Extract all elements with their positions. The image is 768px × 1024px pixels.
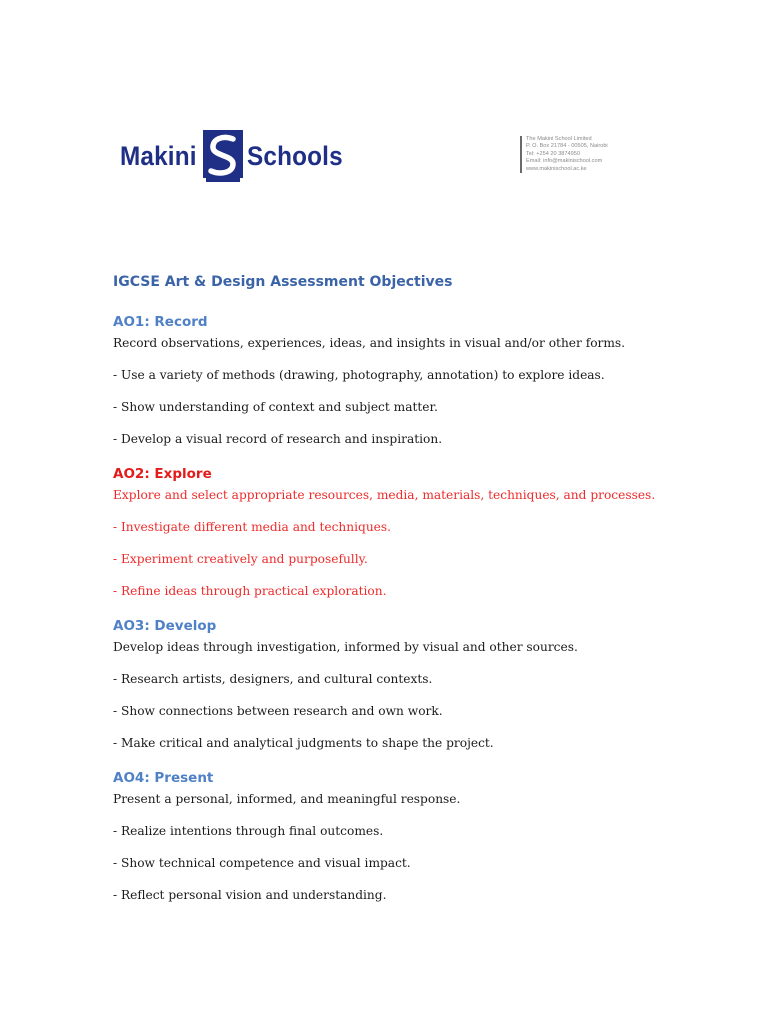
bullet-item: - Reflect personal vision and understanding. xyxy=(113,888,387,902)
section-heading: AO3: Develop xyxy=(113,618,217,634)
section-ao4-present xyxy=(113,767,733,905)
bullet-item: - Make critical and analytical judgments to shape the project. xyxy=(113,736,494,750)
logo-word-makini: Makini xyxy=(120,140,197,171)
logo-word-schools: Schools xyxy=(247,140,344,171)
bullet-item: - Experiment creatively and purposefully. xyxy=(113,552,368,566)
address-line: The Makini School Limited xyxy=(526,136,592,142)
bullet-item: - Investigate different media and techniques. xyxy=(113,520,392,534)
section-ao1-record xyxy=(113,311,733,449)
section-intro: Record observations, experiences, ideas, and insights in visual and/or other forms. xyxy=(113,336,626,350)
address-line: Email: info@makinischool.com xyxy=(526,158,603,165)
section-intro: Present a personal, informed, and meaningful response. xyxy=(113,792,461,806)
bullet-item: - Show technical competence and visual impact. xyxy=(113,856,411,870)
bullet-item: - Use a variety of methods (drawing, photography, annotation) to explore ideas. xyxy=(113,368,605,382)
section-ao3-develop xyxy=(113,615,733,753)
section-ao2-explore xyxy=(113,463,733,601)
section-heading: AO4: Present xyxy=(113,770,214,786)
section-heading: AO1: Record xyxy=(113,314,208,330)
address-line: P. O. Box 21784 - 00505, Nairobi xyxy=(526,143,608,150)
section-heading: AO2: Explore xyxy=(113,466,212,482)
makini-schools-logo xyxy=(120,128,354,184)
school-address-block xyxy=(520,136,636,173)
bullet-item: - Show connections between research and own work. xyxy=(113,704,443,718)
section-intro: Develop ideas through investigation, informed by visual and other sources. xyxy=(113,640,578,654)
address-line: www.makinischool.ac.ke xyxy=(526,165,587,172)
bullet-item: - Develop a visual record of research and inspiration. xyxy=(113,432,443,446)
bullet-item: - Show understanding of context and subject matter. xyxy=(113,400,438,414)
document-title: IGCSE Art & Design Assessment Objectives xyxy=(113,274,453,290)
logo-ms-emblem-icon xyxy=(203,130,243,182)
bullet-item: - Research artists, designers, and cultural contexts. xyxy=(113,672,433,686)
address-line: Tel: +254 20 3874950 xyxy=(526,150,580,157)
bullet-item: - Realize intentions through final outcomes. xyxy=(113,824,384,838)
section-intro: Explore and select appropriate resources, media, materials, techniques, and processes. xyxy=(113,488,656,502)
bullet-item: - Refine ideas through practical exploration. xyxy=(113,584,387,598)
